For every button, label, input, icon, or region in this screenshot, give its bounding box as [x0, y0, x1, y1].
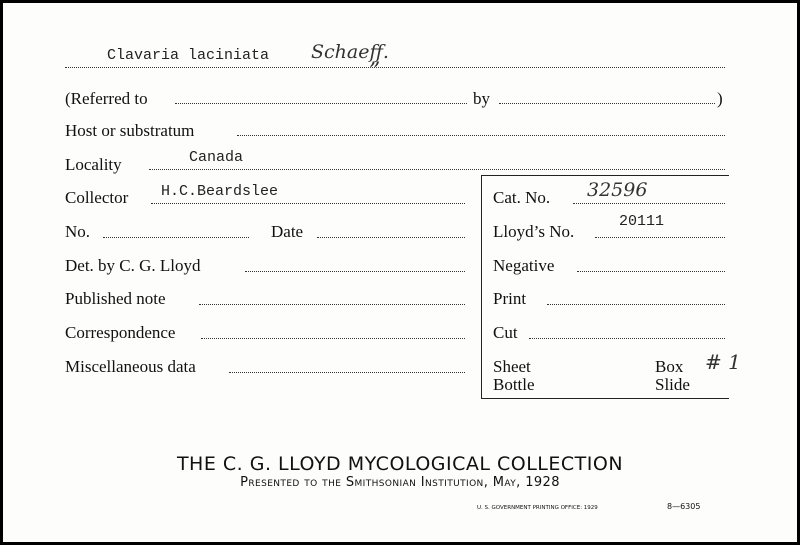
cat-no-label: Cat. No. — [493, 188, 551, 207]
species-author-handwritten: Schaeff. — [311, 41, 389, 63]
lloyd-no-label: Lloyd’s No. — [493, 222, 575, 241]
species-line — [65, 67, 725, 68]
species-name: Clavaria laciniata — [107, 47, 270, 64]
lloyd-no-value: 20111 — [619, 213, 665, 230]
correspondence-label: Correspondence — [65, 323, 176, 342]
collection-title: THE C. G. LLOYD MYCOLOGICAL COLLECTION — [176, 453, 624, 475]
locality-line — [149, 169, 725, 170]
date-line — [317, 237, 465, 238]
by-line — [499, 103, 715, 104]
misc-data-line — [229, 372, 465, 373]
box-top-border — [481, 175, 729, 176]
no-label: No. — [65, 222, 91, 241]
box-label: Box — [655, 357, 684, 376]
locality-label: Locality — [65, 155, 122, 174]
cut-label: Cut — [493, 323, 518, 342]
ditto-mark: ” — [369, 59, 381, 84]
printer-imprint: U. S. GOVERNMENT PRINTING OFFICE: 1929 — [477, 505, 598, 511]
referred-to-line — [175, 103, 467, 104]
cat-no-value: 32596 — [587, 179, 648, 201]
misc-data-label: Miscellaneous data — [65, 357, 196, 376]
published-note-line — [199, 304, 465, 305]
negative-label: Negative — [493, 256, 555, 275]
by-label: by — [473, 89, 490, 108]
form-number: 8—6305 — [667, 502, 701, 511]
box-left-border — [481, 175, 482, 399]
cut-line — [529, 338, 725, 339]
slide-label: Slide — [655, 375, 690, 394]
no-line — [103, 237, 249, 238]
negative-line — [577, 271, 725, 272]
collector-label: Collector — [65, 188, 129, 207]
host-label: Host or substratum — [65, 121, 195, 140]
lloyd-no-line — [595, 237, 725, 238]
referred-to-label: (Referred to — [65, 89, 148, 108]
collector-value: H.C.Beardslee — [161, 183, 279, 200]
specimen-card — [3, 3, 797, 542]
sheet-label: Sheet — [493, 357, 531, 376]
print-label: Print — [493, 289, 527, 308]
locality-value: Canada — [189, 149, 244, 166]
cat-no-line — [573, 203, 725, 204]
box-bottom-border — [481, 398, 729, 399]
date-label: Date — [271, 222, 304, 241]
collection-subtitle: Presented to the Smithsonian Institution, May, 1928 — [240, 475, 560, 490]
bottle-label: Bottle — [493, 375, 535, 394]
correspondence-line — [201, 338, 465, 339]
close-paren: ) — [717, 89, 723, 108]
det-by-line — [245, 271, 465, 272]
print-line — [547, 304, 725, 305]
published-note-label: Published note — [65, 289, 166, 308]
collector-line — [151, 203, 465, 204]
det-by-label: Det. by C. G. Lloyd — [65, 256, 201, 275]
box-value: # 1 — [705, 350, 741, 374]
host-line — [237, 135, 725, 136]
